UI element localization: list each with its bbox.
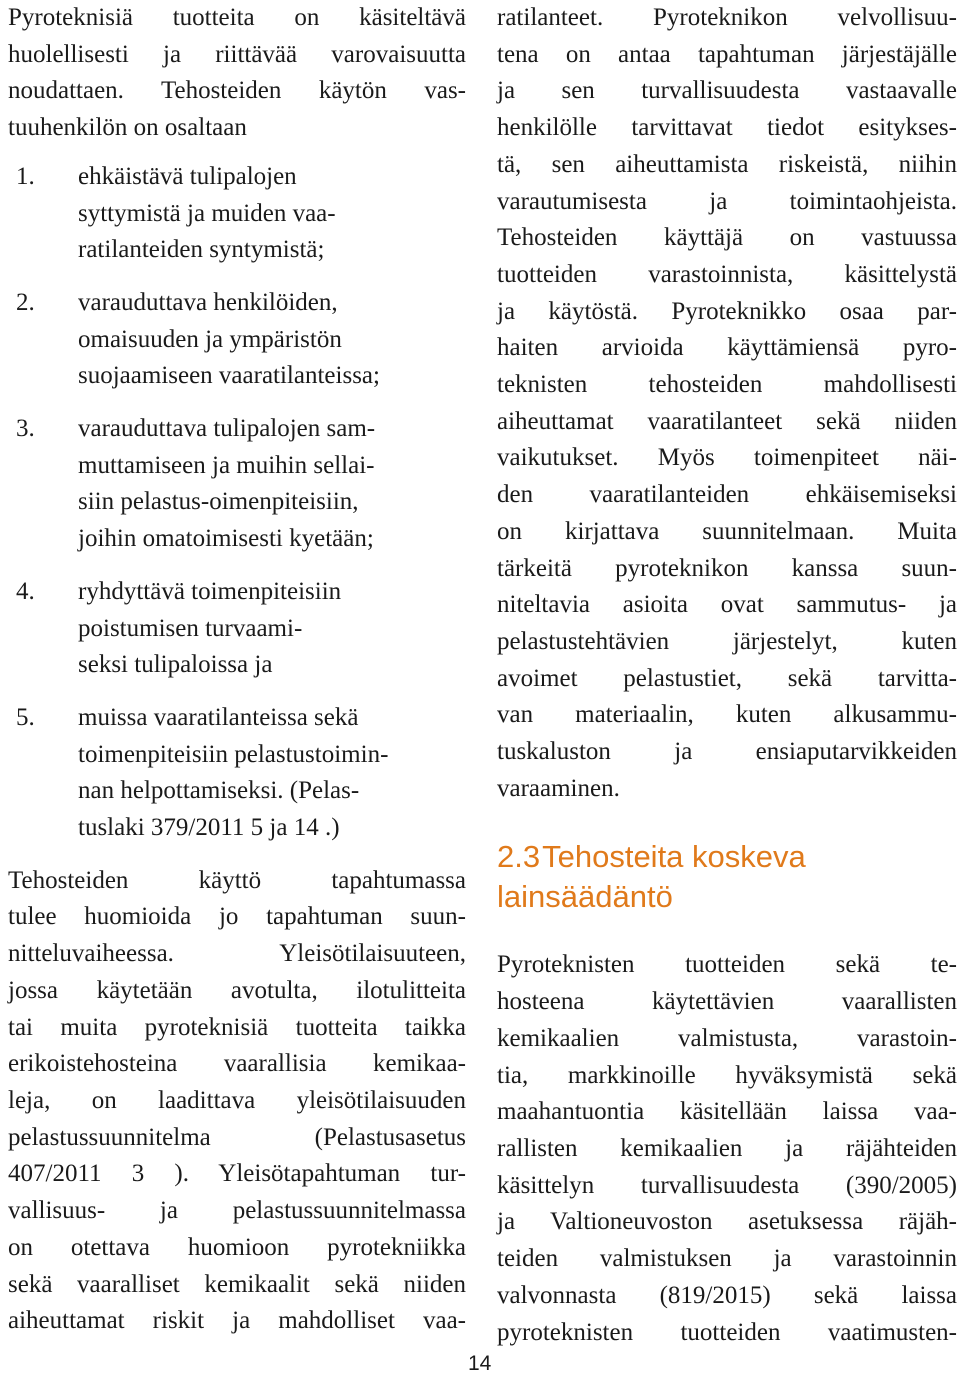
text-line: tä, sen aiheuttamista riskeistä, niihin <box>497 150 957 178</box>
text-line: on kirjattava suunnitelmaan. Muita <box>497 517 957 545</box>
text-line: den vaaratilanteiden ehkäisemiseksi <box>497 481 957 509</box>
text-line: pelastustehtävien järjestelyt, kuten <box>497 627 957 655</box>
text-line: niteltavia asioita ovat sammutus- ja <box>497 591 957 619</box>
text-line: varauduttava henkilöiden, <box>78 288 338 316</box>
text-line: varaaminen. <box>497 774 620 802</box>
text-line: vaikutukset. Myös toimenpiteet näi- <box>497 444 957 472</box>
text-line: huolellisesti ja riittävää varovaisuutta <box>8 40 466 68</box>
text-line: tuuhenkilön on osaltaan <box>8 114 247 142</box>
left-column <box>8 0 466 1381</box>
text-line: teknisten tehosteiden mahdollisesti <box>497 371 957 399</box>
text-line: ryhdyttävä toimenpiteisiin <box>78 577 342 605</box>
text-line: maahantuontia käsitellään laissa vaa- <box>497 1098 957 1126</box>
text-line: tuslaki 379/2011 5 ja 14 .) <box>78 814 340 842</box>
intro-paragraph <box>8 0 466 147</box>
text-line: tärkeitä pyroteknikon kanssa suun- <box>497 554 957 582</box>
text-line: omaisuuden ja ympäristön <box>78 325 342 353</box>
list-item <box>8 285 466 395</box>
section-title-line: lainsäädäntö <box>497 879 673 915</box>
text-line: henkilölle tarvittavat tiedot esitykses- <box>497 114 957 142</box>
list-number: 1. <box>16 162 35 190</box>
text-line: hosteena käytettävien vaarallisten <box>497 988 957 1016</box>
text-line: haiten arvioida käyttämiensä pyro- <box>497 334 957 362</box>
text-line: sekä vaaralliset kemikaalit sekä niiden <box>8 1270 466 1298</box>
text-line: varauduttava tulipalojen sam- <box>78 415 376 443</box>
list-item <box>8 411 466 558</box>
text-line: tia, markkinoille hyväksymistä sekä <box>497 1061 957 1089</box>
list-item <box>8 159 466 269</box>
text-line: tena on antaa tapahtuman järjestäjälle <box>497 40 957 68</box>
text-line: ehkäistävä tulipalojen <box>78 162 297 190</box>
list-item <box>8 574 466 684</box>
text-line: vallisuus- ja pelastussuunnitelmassa <box>8 1197 466 1225</box>
text-line: tai muita pyroteknisiä tuotteita taikka <box>8 1013 466 1041</box>
text-line: muissa vaaratilanteissa sekä <box>78 703 359 731</box>
text-line: ratilanteet. Pyroteknikon velvollisuu- <box>497 4 957 31</box>
text-line: leja, on laadittava yleisötilaisuuden <box>8 1086 466 1114</box>
list-item <box>8 700 466 847</box>
list-number: 3. <box>16 415 35 443</box>
text-line: ja käytöstä. Pyroteknikko osaa par- <box>497 297 957 325</box>
text-line: varautumisesta ja toimintaohjeista. <box>497 187 957 215</box>
body-paragraph <box>497 0 957 807</box>
text-line: rallisten kemikaalien ja räjähteiden <box>497 1134 957 1162</box>
list-number: 5. <box>16 703 35 731</box>
text-line: seksi tulipaloissa ja <box>78 651 273 679</box>
text-line: suojaamiseen vaaratilanteissa; <box>78 362 380 390</box>
text-line: ja Valtioneuvoston asetuksessa räjäh- <box>497 1208 957 1236</box>
list-number: 4. <box>16 577 35 605</box>
text-line: tulee huomioida jo tapahtuman suun- <box>8 903 466 931</box>
text-line: poistumisen turvaami- <box>78 614 303 642</box>
text-line: jossa käytetään avotulta, ilotulitteita <box>8 976 466 1004</box>
text-line: pyroteknisten tuotteiden vaatimusten- <box>497 1318 957 1346</box>
text-line: valvonnasta (819/2015) sekä laissa <box>497 1281 957 1309</box>
text-line: Pyroteknisiä tuotteita on käsiteltävä <box>8 4 466 31</box>
text-line: nitteluvaiheessa. Yleisötilaisuuteen, <box>8 940 466 968</box>
text-line: erikoistehosteina vaarallisia kemikaa- <box>8 1050 466 1078</box>
text-line: Tehosteiden käyttäjä on vastuussa <box>497 224 957 252</box>
text-line: kemikaalien valmistusta, varastoin- <box>497 1024 957 1052</box>
text-line: noudattaen. Tehosteiden käytön vas- <box>8 77 466 105</box>
text-line: muttamiseen ja muihin sellai- <box>78 451 375 479</box>
text-line: ja sen turvallisuudesta vastaavalle <box>497 77 957 105</box>
body-paragraph <box>8 863 466 1340</box>
text-line: ratilanteiden syntymistä; <box>78 236 325 264</box>
text-line: van materiaalin, kuten alkusammu- <box>497 701 957 729</box>
text-line: joihin omatoimisesti kyetään; <box>78 525 374 553</box>
text-line: on otettava huomioon pyrotekniikka <box>8 1233 466 1261</box>
text-line: tuskaluston ja ensiaputarvikkeiden <box>497 738 957 766</box>
section-number: 2.3 <box>497 839 541 875</box>
text-line: Pyroteknisten tuotteiden sekä te- <box>497 951 957 979</box>
body-paragraph <box>497 947 957 1351</box>
text-line: siin pelastus-oimenpiteisiin, <box>78 488 359 516</box>
list-number: 2. <box>16 288 35 316</box>
text-line: käsittelyn turvallisuudesta (390/2005) <box>497 1171 957 1199</box>
text-line: syttymistä ja muiden vaa- <box>78 199 336 227</box>
text-line: avoimet pelastustiet, sekä tarvitta- <box>497 664 957 692</box>
text-line: Tehosteiden käyttö tapahtumassa <box>8 866 466 894</box>
right-column <box>497 0 957 1381</box>
text-line: nan helpottamiseksi. (Pelas- <box>78 777 360 805</box>
text-line: toimenpiteisiin pelastustoimin- <box>78 740 389 768</box>
text-line: aiheuttamat vaaratilanteet sekä niiden <box>497 407 957 435</box>
text-line: 407/2011 3 ). Yleisötapahtuman tur- <box>8 1160 466 1188</box>
section-heading <box>497 837 957 917</box>
numbered-list <box>8 159 466 847</box>
text-line: pelastussuunnitelma (Pelastusasetus <box>8 1123 466 1151</box>
page-number: 14 <box>468 1352 492 1375</box>
text-line: aiheuttamat riskit ja mahdolliset vaa- <box>8 1307 466 1335</box>
text-line: teiden valmistuksen ja varastoinnin <box>497 1245 957 1273</box>
text-line: tuotteiden varastoinnista, käsittelystä <box>497 260 957 288</box>
section-title-line: Tehosteita koskeva <box>542 839 806 875</box>
